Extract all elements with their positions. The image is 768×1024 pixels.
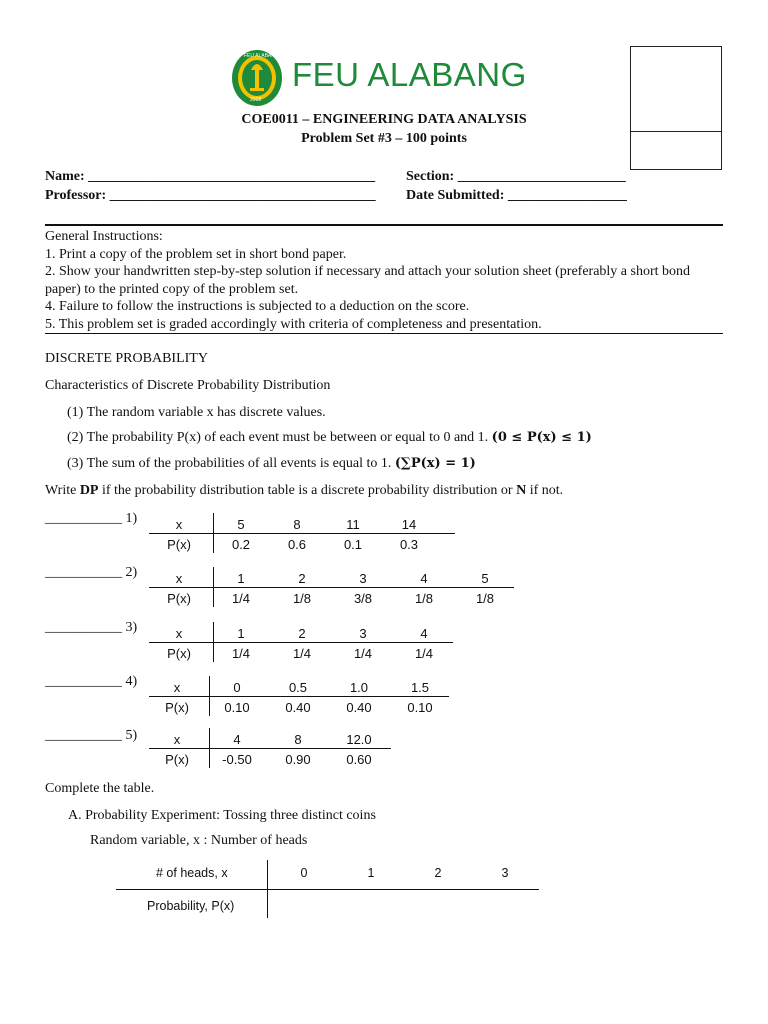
table-x-value: 3 xyxy=(359,571,367,586)
seal-text: FEU ALABANG xyxy=(244,53,279,59)
write-n: N xyxy=(516,483,527,498)
table-x-value: 5 xyxy=(237,517,245,532)
characteristic-1: (1) The random variable x has discrete values. xyxy=(67,405,326,420)
write-instruction xyxy=(45,483,563,499)
table-x-value: 2 xyxy=(298,626,306,641)
divider-bottom xyxy=(45,333,723,334)
formula-3: (∑P(x) = 1) xyxy=(394,456,476,471)
instruction-1: 1. Print a copy of the problem set in short bond paper. xyxy=(45,246,347,262)
item-a: A. Probability Experiment: Tossing three distinct coins xyxy=(68,808,376,823)
table-hline xyxy=(149,696,449,697)
table-p-value: 0.60 xyxy=(346,752,372,767)
table-label-x: x xyxy=(173,680,181,695)
formula-2: (0 ≤ P(x) ≤ 1) xyxy=(491,430,592,445)
table-p-value: 0.10 xyxy=(224,700,250,715)
course-title: COE0011 – ENGINEERING DATA ANALYSIS xyxy=(241,112,527,127)
table-p-value: 0.40 xyxy=(285,700,311,715)
general-instructions xyxy=(45,228,725,334)
characteristic-3 xyxy=(67,456,476,472)
coin-table-hline xyxy=(116,889,539,890)
table-p-value: 0.3 xyxy=(399,537,419,552)
table-x-value: 8 xyxy=(294,732,302,747)
table-label-p: P(x) xyxy=(167,591,191,606)
table-label-p: P(x) xyxy=(165,752,189,767)
coin-table-value-1: 1 xyxy=(367,866,375,880)
table-x-value: 1.5 xyxy=(410,680,430,695)
coin-table-row-label-p: Probability, P(x) xyxy=(147,899,235,913)
characteristics-title: Characteristics of Discrete Probability Distribution xyxy=(45,378,331,393)
seal-year: 2018 xyxy=(250,97,262,103)
write-post: if not. xyxy=(526,483,564,498)
table-x-value: 14 xyxy=(401,517,417,532)
table-p-value: 0.1 xyxy=(343,537,363,552)
answer-blank-4: ___________ 4) xyxy=(45,674,138,689)
logo xyxy=(230,48,560,112)
table-label-x: x xyxy=(175,626,183,641)
table-x-value: 4 xyxy=(420,626,428,641)
table-p-value: 1/4 xyxy=(353,646,373,661)
table-p-value: 0.90 xyxy=(285,752,311,767)
table-hline xyxy=(149,533,455,534)
table-label-p: P(x) xyxy=(165,700,189,715)
table-p-value: 1/8 xyxy=(414,591,434,606)
answer-blank-5: ___________ 5) xyxy=(45,728,138,743)
table-p-value: 1/4 xyxy=(231,646,251,661)
table-p-value: 1/4 xyxy=(414,646,434,661)
table-p-value: 1/8 xyxy=(292,591,312,606)
characteristic-2-text: (2) The probability P(x) of each event must be between or equal to 0 and 1. xyxy=(67,430,489,445)
table-x-value: 1 xyxy=(237,571,245,586)
write-mid: if the probability distribution table is a discrete probability distribution or xyxy=(98,483,517,498)
random-variable: Random variable, x : Number of heads xyxy=(90,833,308,848)
table-x-value: 3 xyxy=(359,626,367,641)
table-x-value: 1 xyxy=(237,626,245,641)
problem-set-title: Problem Set #3 – 100 points xyxy=(301,131,467,146)
table-hline xyxy=(149,587,514,588)
instructions-title: General Instructions: xyxy=(45,229,163,244)
complete-title: Complete the table. xyxy=(45,781,155,796)
coin-table-value-2: 2 xyxy=(434,866,442,880)
table-p-value: 1/4 xyxy=(231,591,251,606)
table-x-value: 2 xyxy=(298,571,306,586)
answer-blank-3: ___________ 3) xyxy=(45,620,138,635)
characteristic-3-text: (3) The sum of the probabilities of all events is equal to 1. xyxy=(67,456,392,471)
table-p-value: 0.6 xyxy=(287,537,307,552)
table-x-value: 4 xyxy=(233,732,241,747)
name-field: Name: _________________________________________ xyxy=(45,169,376,184)
instruction-2: 2. Show your handwritten step-by-step solution if necessary and attach your solution sheet (preferably a short bond paper) to the printed copy of the problem set. xyxy=(45,264,691,297)
table-p-value: 0.40 xyxy=(346,700,372,715)
table-x-value: 0.5 xyxy=(288,680,308,695)
write-pre: Write xyxy=(45,483,80,498)
characteristic-2 xyxy=(67,430,592,446)
table-hline xyxy=(149,642,453,643)
table-p-value: 1/4 xyxy=(292,646,312,661)
table-label-p: P(x) xyxy=(167,537,191,552)
table-hline xyxy=(149,748,391,749)
coin-table-row-label-x: # of heads, x xyxy=(156,866,228,880)
instruction-5: 5. This problem set is graded accordingly with criteria of completeness and presentation. xyxy=(45,316,542,332)
professor-field: Professor: ______________________________________ xyxy=(45,188,376,203)
table-p-value: 3/8 xyxy=(353,591,373,606)
score-box xyxy=(630,46,722,170)
table-x-value: 1.0 xyxy=(349,680,369,695)
section-title: DISCRETE PROBABILITY xyxy=(45,351,208,366)
answer-blank-2: ___________ 2) xyxy=(45,565,138,580)
answer-blank-1: ___________ 1) xyxy=(45,511,138,526)
table-x-value: 8 xyxy=(293,517,301,532)
table-x-value: 5 xyxy=(481,571,489,586)
table-x-value: 0 xyxy=(233,680,241,695)
table-label-p: P(x) xyxy=(167,646,191,661)
section-field: Section: ________________________ xyxy=(406,169,626,184)
table-x-value: 11 xyxy=(346,517,360,532)
coin-table-value-3: 3 xyxy=(501,866,509,880)
instruction-4: 4. Failure to follow the instructions is subjected to a deduction on the score. xyxy=(45,299,470,315)
coin-table xyxy=(116,860,540,920)
table-label-x: x xyxy=(173,732,181,747)
table-p-value: 0.2 xyxy=(231,537,251,552)
table-p-value: 0.10 xyxy=(407,700,433,715)
table-label-x: x xyxy=(175,517,183,532)
table-x-value: 4 xyxy=(420,571,428,586)
coin-table-value-0: 0 xyxy=(300,866,308,880)
write-dp: DP xyxy=(79,483,99,498)
logo-text: FEU ALABANG xyxy=(292,56,527,93)
table-label-x: x xyxy=(175,571,183,586)
divider-top xyxy=(45,224,723,226)
table-p-value: 1/8 xyxy=(475,591,495,606)
table-x-value: 12.0 xyxy=(346,732,372,747)
table-p-value: -0.50 xyxy=(222,752,252,767)
date-submitted-field: Date Submitted: _________________ xyxy=(406,188,627,203)
